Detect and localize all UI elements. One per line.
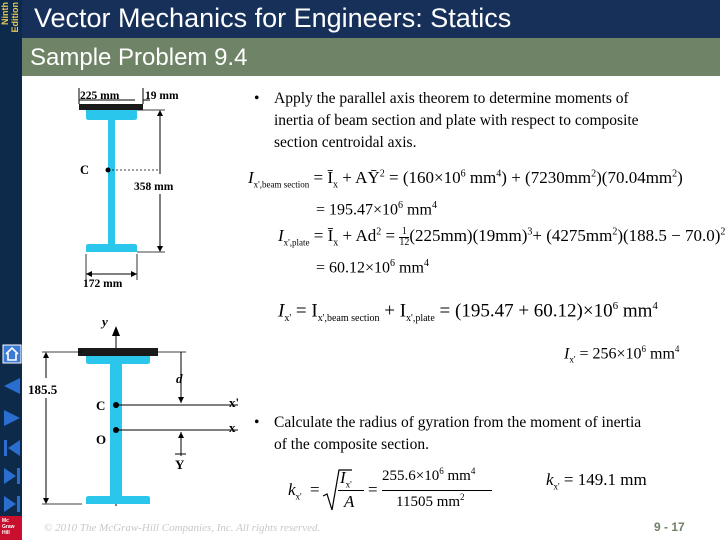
equation-composite-sum: $I_{x'} = I_{x',beam section} + I_{x',plate} = (195.47 + 60.12)\times 10^6$ $mm^4$ [278, 300, 658, 325]
edition-word-ninth: Ninth [0, 2, 10, 25]
ybar-label: Y [175, 457, 185, 472]
logo-line-3: Hill [2, 530, 10, 536]
first-icon[interactable] [2, 438, 22, 458]
bullet1-line-2: inertia of beam section and plate with respect to composite [274, 112, 639, 129]
flange-width-label: 225 mm [80, 90, 120, 102]
logo-line-1: Mc [2, 518, 9, 524]
x-axis-label: x [229, 420, 236, 435]
logo-line-2: Graw [2, 524, 15, 530]
equation-composite-result: $I_{x'} = 256\times 10^6$ $mm^4$ [564, 344, 680, 365]
equation-plate-result: = $60.12\times 10^6$ $mm^4$ [316, 258, 429, 277]
previous-icon[interactable] [2, 376, 22, 396]
origin-O-label: O [96, 432, 107, 447]
edition-label [1, 2, 21, 42]
bullet2-line-2: of the composite section. [274, 436, 429, 453]
bullet1-line-1: Apply the parallel axis theorem to determine moments of [274, 90, 629, 107]
fraction-one-twelfth: $\frac{1}{12}$ [399, 225, 410, 248]
composite-section-figure [26, 306, 250, 516]
y-axis-label: y [102, 314, 108, 329]
copyright-footer: © 2010 The McGraw-Hill Companies, Inc. All rights reserved. [44, 522, 321, 534]
bullet1-line-3: section centroidal axis. [274, 134, 417, 151]
centroid-C-label: C [96, 398, 106, 413]
d-dimension-label: d [176, 371, 183, 386]
equation-radius-of-gyration: $k_{x'}$ = $I_{x'}$ A = $255.6\times 10^6$ $mm^4$ 11505 $mm^2$ [288, 468, 528, 514]
mcgraw-hill-logo [0, 516, 22, 540]
bullet-dot: • [254, 414, 260, 431]
next-icon[interactable] [2, 408, 22, 428]
equation-gyration-result: $k_{x'} = 149.1$ mm [546, 470, 647, 492]
end-icon[interactable] [2, 494, 22, 514]
equation-beam-section: $I_{x',beam section}$ = $Ī_x$ + $AȲ^2 = (160\times 10^6$ $mm^4) + (7230mm^2)(70.04mm^2)$ [248, 168, 683, 191]
bottom-width-label: 172 mm [83, 278, 123, 290]
bullet2-line-1: Calculate the radius of gyration from the moment of inertia [274, 414, 642, 431]
depth-label: 358 mm [134, 181, 174, 193]
x-prime-axis-label: x' [229, 395, 240, 410]
centroid-label: C [80, 163, 90, 177]
page-number: 9 - 17 [654, 520, 685, 534]
edition-word-edition: Edition [10, 2, 20, 33]
page-title: Vector Mechanics for Engineers: Statics [34, 3, 512, 33]
home-icon[interactable] [2, 344, 22, 364]
equation-beam-result: = $195.47\times 10^6$ $mm^4$ [316, 200, 437, 219]
beam-section-figure [60, 84, 250, 294]
equation-plate: $I_{x',plate}$ = $Ī_x + Ad^2$ = $\frac{1}{12}$ $(225mm)(19mm)^3+ (4275mm^2)(188.5 - 70.0)^2$ [278, 225, 725, 249]
last-icon[interactable] [2, 466, 22, 486]
plate-thickness-label: 19 mm [145, 90, 179, 102]
dimension-185-label: 185.5 [28, 382, 58, 397]
page-subtitle: Sample Problem 9.4 [30, 44, 248, 71]
bullet-dot: • [254, 90, 260, 107]
sidebar [0, 0, 22, 540]
